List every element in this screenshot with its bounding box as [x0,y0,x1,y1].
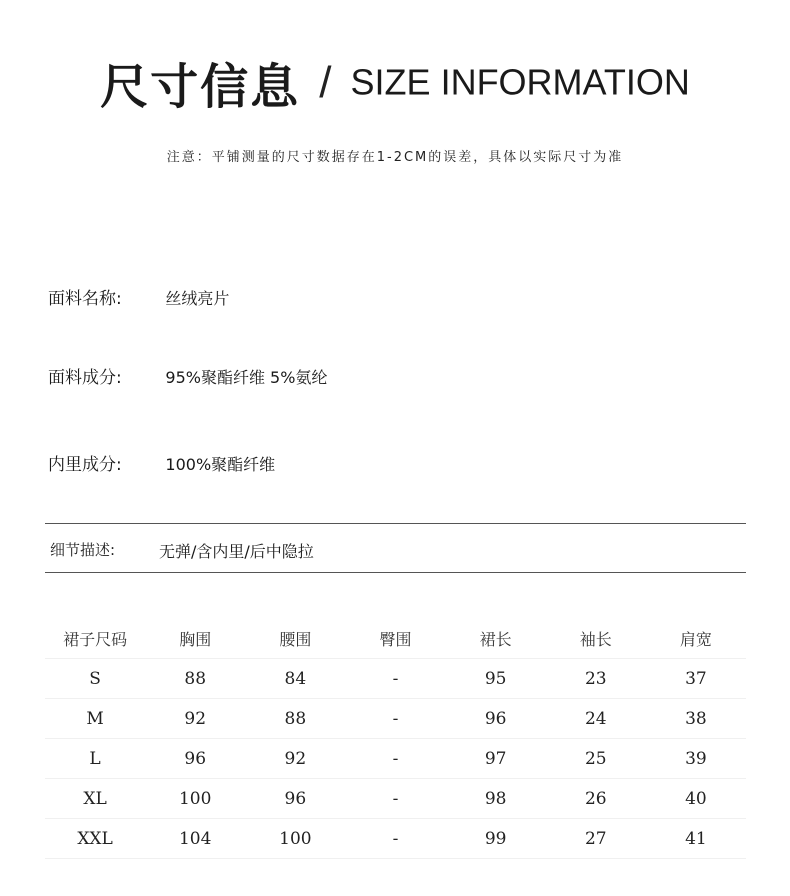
table-row [45,699,746,739]
table-cell: 37 [646,659,746,699]
table-cell: 104 [145,819,245,859]
fabric-composition-value: 95%聚酯纤维 5%氨纶 [165,368,328,387]
header-shoulder-width: 肩宽 [646,619,746,659]
fabric-name-value: 丝绒亮片 [165,289,230,308]
table-cell: 100 [245,819,345,859]
table-row [45,779,746,819]
size-table [45,619,746,859]
header-skirt-length: 裙长 [446,619,546,659]
table-cell: 41 [646,819,746,859]
header-hip: 臀围 [345,619,445,659]
lining-composition-label: 内里成分: [48,455,122,475]
table-cell: L [45,739,145,779]
table-cell: XXL [45,819,145,859]
table-cell: 23 [546,659,646,699]
title-english: SIZE INFORMATION [350,61,690,103]
lining-composition-value: 100%聚酯纤维 [165,455,276,474]
table-cell: 25 [546,739,646,779]
table-cell: 98 [446,779,546,819]
table-cell: 97 [446,739,546,779]
table-cell: 92 [145,699,245,739]
table-cell: 88 [145,659,245,699]
table-cell: 24 [546,699,646,739]
header-bust: 胸围 [145,619,245,659]
table-row [45,819,746,859]
table-cell: 39 [646,739,746,779]
table-cell: 88 [245,699,345,739]
detail-description-value: 无弹/含内里/后中隐拉 [159,542,314,561]
table-cell: - [345,699,445,739]
measurement-note: 注意：平铺测量的尺寸数据存在1-2CM的误差，具体以实际尺寸为准 [166,150,624,165]
table-row [45,739,746,779]
table-cell: S [45,659,145,699]
title-chinese: 尺寸信息 [100,59,301,115]
table-cell: 96 [245,779,345,819]
table-cell: 100 [145,779,245,819]
fabric-composition-row [48,363,327,388]
detail-description-label: 细节描述: [50,541,116,559]
fabric-name-label: 面料名称: [48,289,122,309]
header-waist: 腰围 [245,619,345,659]
table-cell: 95 [446,659,546,699]
table-cell: M [45,699,145,739]
header-sleeve-length: 袖长 [546,619,646,659]
header-size: 裙子尺码 [45,619,145,659]
table-cell: 27 [546,819,646,859]
table-cell: 96 [145,739,245,779]
table-row [45,659,746,699]
table-cell: 99 [446,819,546,859]
table-cell: 96 [446,699,546,739]
table-cell: 26 [546,779,646,819]
page-title [0,48,790,117]
size-table-header [45,619,746,659]
table-cell: 92 [245,739,345,779]
table-cell: XL [45,779,145,819]
fabric-name-row [48,284,229,309]
table-cell: - [345,659,445,699]
detail-description-box [45,523,746,573]
table-cell: - [345,819,445,859]
table-cell: 38 [646,699,746,739]
table-cell: 84 [245,659,345,699]
table-cell: 40 [646,779,746,819]
fabric-composition-label: 面料成分: [48,368,122,388]
title-separator: / [319,57,332,107]
table-cell: - [345,739,445,779]
table-cell: - [345,779,445,819]
lining-composition-row [48,450,275,475]
